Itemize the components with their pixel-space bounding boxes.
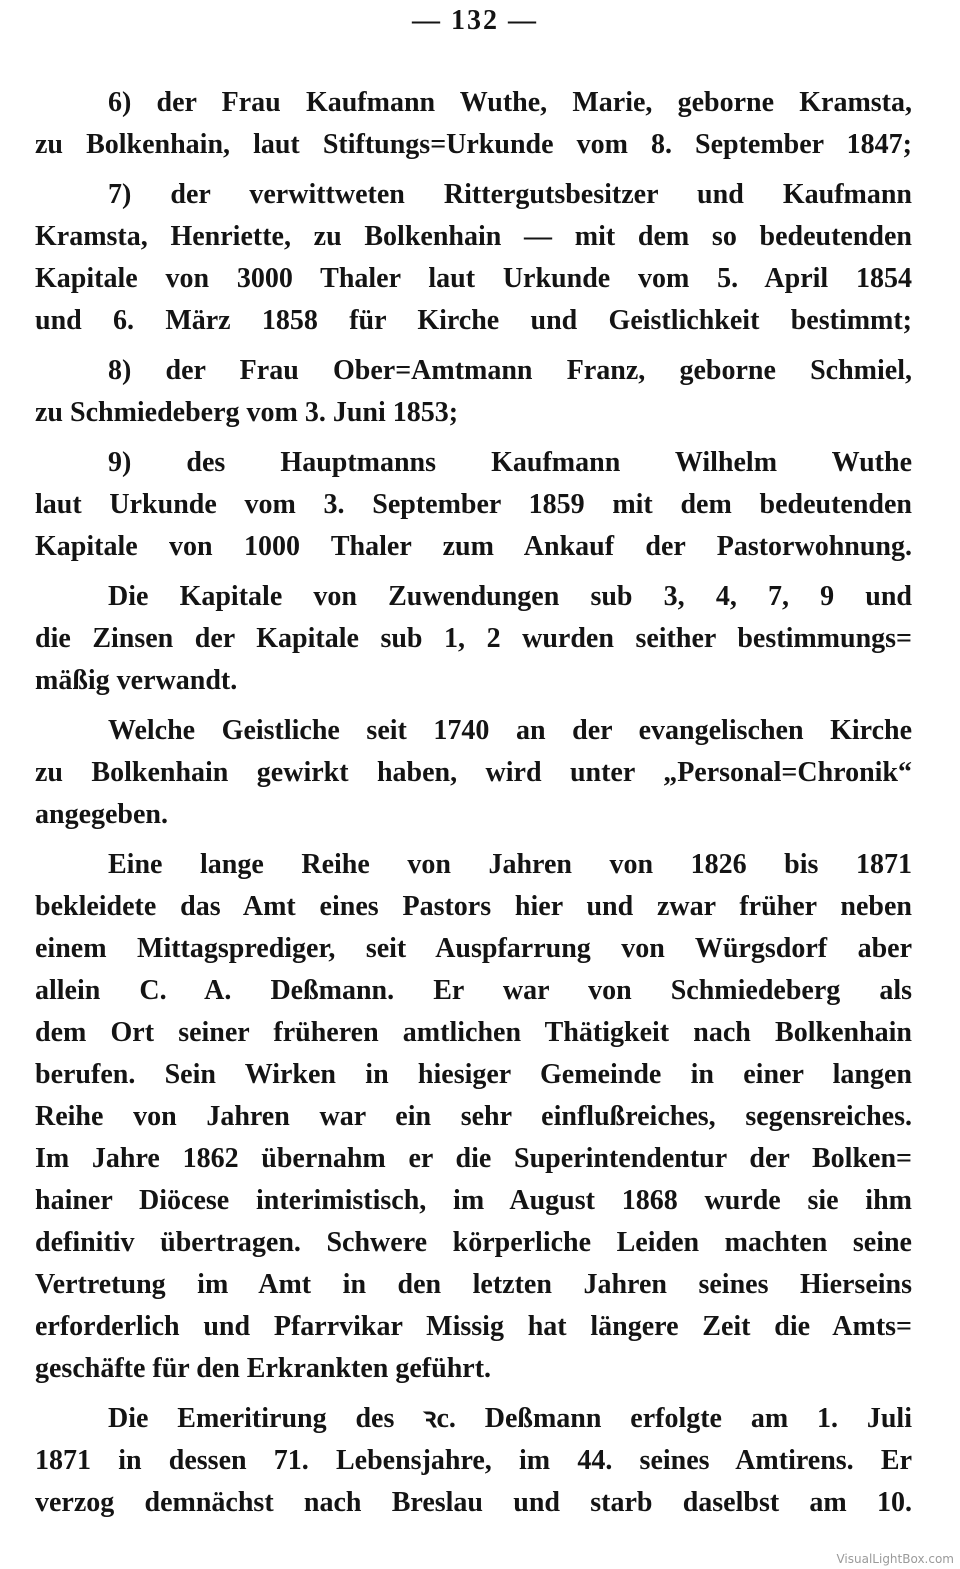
text-line: dem Ort seiner früheren amtlichen Thätigkeit nach Bolkenhain [35,1017,912,1048]
text-line: geschäfte für den Erkrankten geführt. [35,1353,492,1384]
page-body [35,82,912,1524]
text-line: Kramsta, Henriette, zu Bolkenhain — mit dem so bedeutenden [35,221,912,252]
text-line: bekleidete das Amt eines Pastors hier und zwar früher neben [35,891,912,922]
paragraph-clergy [35,710,912,836]
page-number: — 132 — [412,5,538,36]
text-line: die Zinsen der Kapitale sub 1, 2 wurden seither bestimmungs= [35,623,912,654]
text-line: erforderlich und Pfarrvikar Missig hat längere Zeit die Amts= [35,1311,912,1342]
text-line: laut Urkunde vom 3. September 1859 mit dem bedeutenden [35,489,912,520]
text-line: 7) der verwittweten Rittergutsbesitzer und Kaufmann [108,179,912,210]
paragraph-item-6 [35,82,912,166]
text-line: mäßig verwandt. [35,665,238,696]
text-line: Die Kapitale von Zuwendungen sub 3, 4, 7, 9 und [108,581,912,612]
text-line: Kapitale von 1000 Thaler zum Ankauf der Pastorwohnung. [35,531,912,562]
text-line: verzog demnächst nach Breslau und starb daselbst am 10. [35,1487,912,1518]
text-line: hainer Diöcese interimistisch, im August 1868 wurde sie ihm [35,1185,912,1216]
paragraph-item-9 [35,442,912,568]
text-line: definitiv übertragen. Schwere körperliche Leiden machten seine [35,1227,912,1258]
paragraph-emeritus [35,1398,912,1524]
text-line: 6) der Frau Kaufmann Wuthe, Marie, geborne Kramsta, [108,87,912,118]
text-line: und 6. März 1858 für Kirche und Geistlichkeit bestimmt; [35,305,912,336]
text-line: angegeben. [35,799,168,830]
paragraph-capital-use [35,576,912,702]
text-line: einem Mittagsprediger, seit Auspfarrung von Würgsdorf aber [35,933,912,964]
text-line: Welche Geistliche seit 1740 an der evangelischen Kirche [108,715,912,746]
text-line: zu Schmiedeberg vom 3. Juni 1853; [35,397,459,428]
text-line: Vertretung im Amt in den letzten Jahren seines Hierseins [35,1269,912,1300]
text-line: 8) der Frau Ober=Amtmann Franz, geborne Schmiel, [108,355,912,386]
paragraph-dessmann [35,844,912,1390]
text-line: Reihe von Jahren war ein sehr einflußreiches, segensreiches. [35,1101,912,1132]
text-line: Kapitale von 3000 Thaler laut Urkunde vom 5. April 1854 [35,263,912,294]
paragraph-item-7 [35,174,912,342]
text-line: zu Bolkenhain gewirkt haben, wird unter „Personal=Chronik“ [35,757,912,788]
text-line: zu Bolkenhain, laut Stiftungs=Urkunde vom 8. September 1847; [35,129,912,160]
text-line: allein C. A. Deßmann. Er war von Schmiedeberg als [35,975,912,1006]
text-line: Im Jahre 1862 übernahm er die Superintendentur der Bolken= [35,1143,912,1174]
paragraph-item-8 [35,350,912,434]
watermark: VisualLightBox.com [836,1552,954,1566]
text-line: 1871 in dessen 71. Lebensjahre, im 44. seines Amtirens. Er [35,1445,912,1476]
text-line: berufen. Sein Wirken in hiesiger Gemeinde in einer langen [35,1059,912,1090]
text-line: 9) des Hauptmanns Kaufmann Wilhelm Wuthe [108,447,912,478]
text-line: Eine lange Reihe von Jahren von 1826 bis 1871 [108,849,912,880]
text-line: Die Emeritirung des ꝛc. Deßmann erfolgte am 1. Juli [108,1403,912,1434]
